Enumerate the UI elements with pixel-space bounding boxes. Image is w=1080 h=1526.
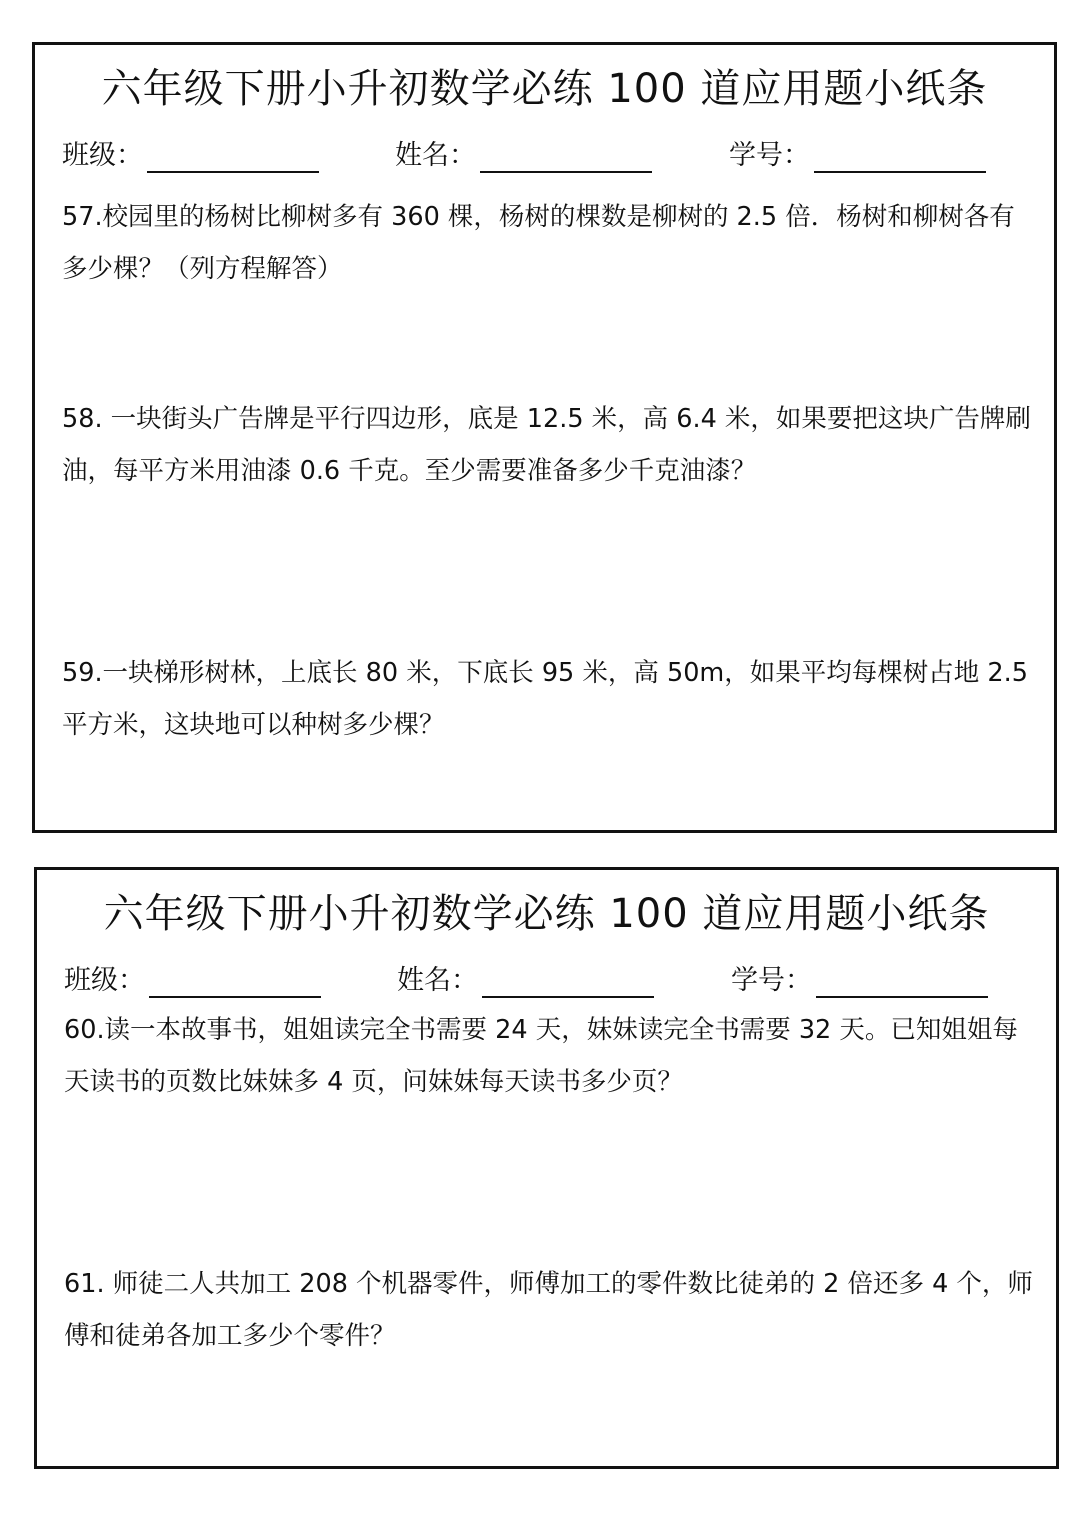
class-label: 班级： [64, 965, 145, 996]
name-label: 姓名： [395, 140, 476, 171]
card-title: 六年级下册小升初数学必练 100 道应用题小纸条 [103, 891, 990, 937]
student-id-blank-line [816, 970, 988, 998]
question-59: 59.一块梯形树林，上底长 80 米，下底长 95 米，高 50m，如果平均每棵树占地 2.5 平方米，这块地可以种树多少棵？ [62, 658, 1028, 740]
question-61: 61. 师徒二人共加工 208 个机器零件，师傅加工的零件数比徒弟的 2 倍还多 4 个，师傅和徒弟各加工多少个零件？ [64, 1269, 1033, 1351]
student-id-field [731, 962, 988, 998]
student-info-row [62, 137, 1022, 177]
card-title: 六年级下册小升初数学必练 100 道应用题小纸条 [101, 66, 988, 112]
student-id-label: 学号： [729, 140, 810, 171]
worksheet-card-1 [32, 42, 1057, 833]
question-58: 58. 一块街头广告牌是平行四边形，底是 12.5 米，高 6.4 米，如果要把这块广告牌刷油，每平方米用油漆 0.6 千克。至少需要准备多少千克油漆？ [62, 404, 1031, 486]
student-id-label: 学号： [731, 965, 812, 996]
name-field [397, 962, 654, 998]
question-60: 60.读一本故事书，姐姐读完全书需要 24 天，妹妹读完全书需要 32 天。已知姐姐每天读书的页数比妹妹多 4 页，问妹妹每天读书多少页？ [64, 1015, 1018, 1097]
name-blank-line [480, 145, 652, 173]
class-field [62, 137, 319, 173]
class-field [64, 962, 321, 998]
name-blank-line [482, 970, 654, 998]
student-info-row [64, 962, 1024, 1002]
name-field [395, 137, 652, 173]
question-57: 57.校园里的杨树比柳树多有 360 棵，杨树的棵数是柳树的 2.5 倍．杨树和柳树各有多少棵？（列方程解答） [62, 202, 1015, 284]
class-label: 班级： [62, 140, 143, 171]
name-label: 姓名： [397, 965, 478, 996]
class-blank-line [149, 970, 321, 998]
class-blank-line [147, 145, 319, 173]
student-id-field [729, 137, 986, 173]
student-id-blank-line [814, 145, 986, 173]
worksheet-card-2 [34, 867, 1059, 1469]
